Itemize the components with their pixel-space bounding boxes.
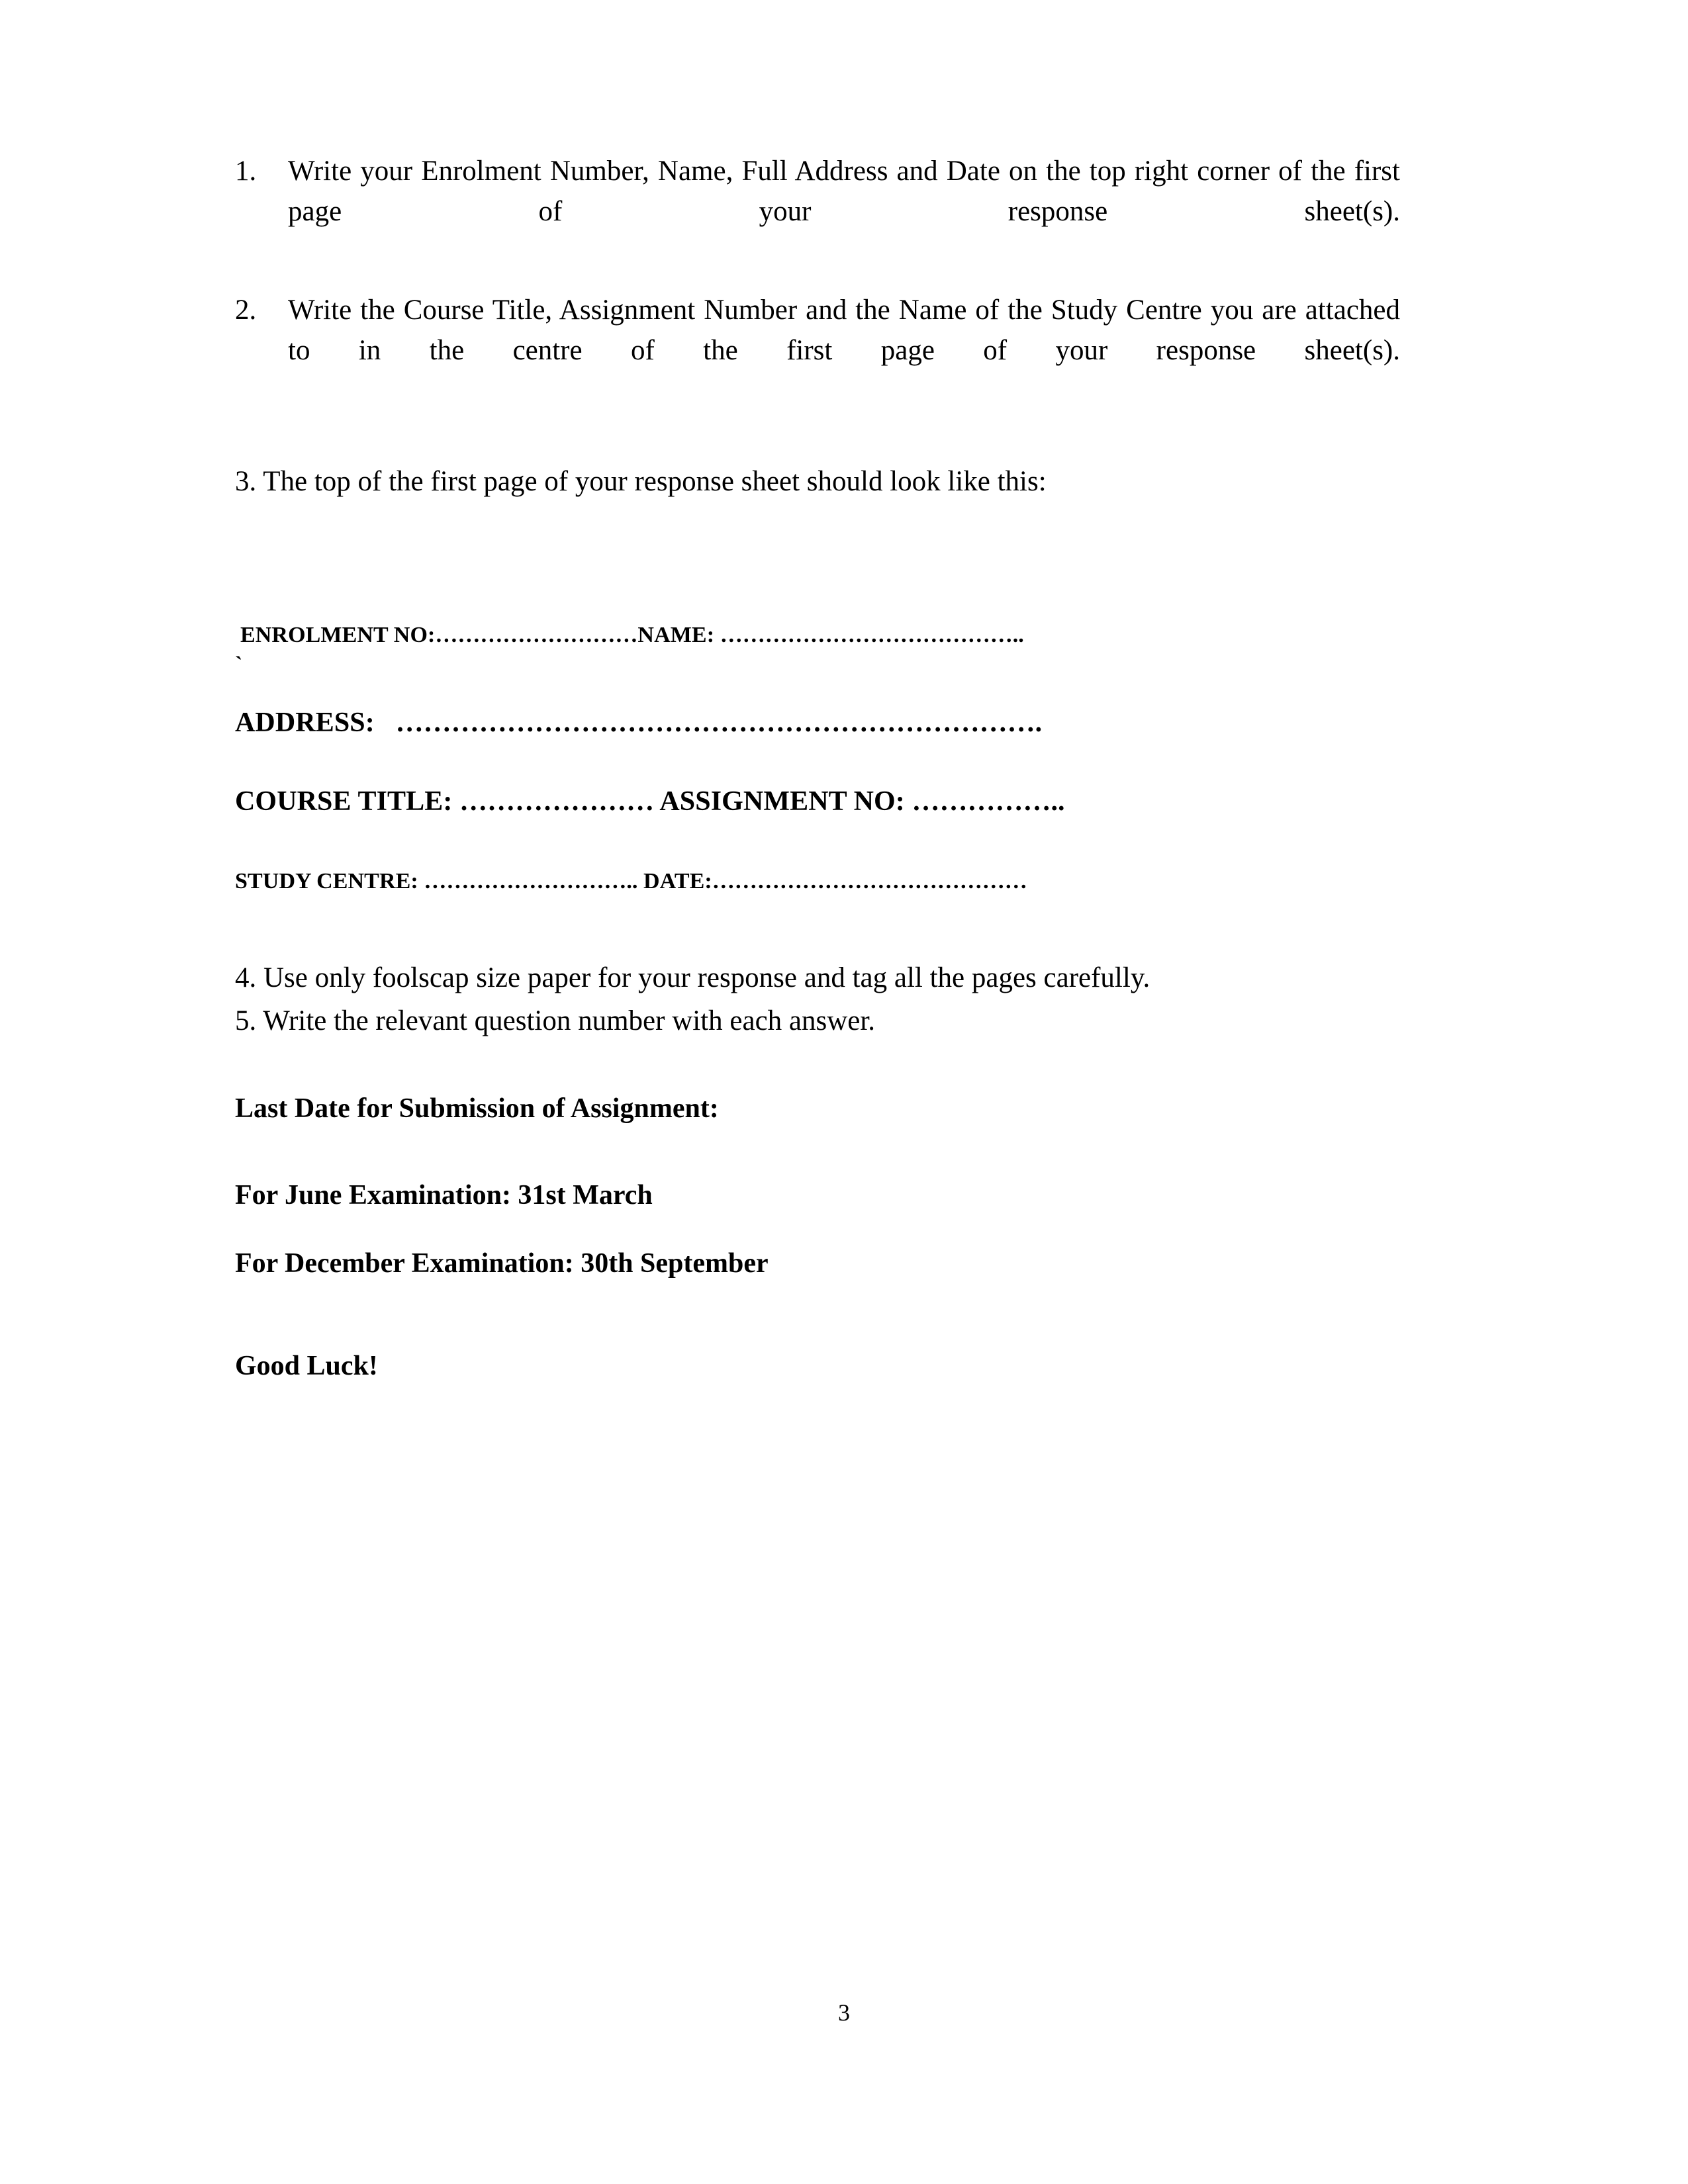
stray-backtick-character: ` xyxy=(235,653,243,677)
instruction-1-marker: 1. xyxy=(235,156,257,187)
enrolment-no-label: ENROLMENT NO: xyxy=(240,623,436,647)
study-centre-dots: ……………………….. xyxy=(424,869,638,893)
study-centre-label: STUDY CENTRE: xyxy=(235,869,418,893)
last-date-heading: Last Date for Submission of Assignment: xyxy=(235,1093,719,1124)
form-course-title-line xyxy=(235,786,1065,817)
instruction-item-1 xyxy=(235,151,1400,272)
page-number: 3 xyxy=(838,1999,850,2026)
date-dots: …………………………………… xyxy=(712,869,1027,893)
june-examination-date: For June Examination: 31st March xyxy=(235,1180,653,1210)
instruction-item-3: 3. The top of the first page of your response sheet should look like this: xyxy=(235,466,1047,497)
instruction-item-5: 5. Write the relevant question number with each answer. xyxy=(235,1005,876,1036)
name-dots: ………………………………….. xyxy=(720,623,1024,647)
form-study-centre-line xyxy=(235,869,1027,894)
name-label: NAME: xyxy=(637,623,715,647)
assignment-no-label: ASSIGNMENT NO: xyxy=(659,786,905,817)
assignment-no-dots: …………….. xyxy=(912,786,1065,817)
course-title-label: COURSE TITLE: xyxy=(235,786,453,817)
enrolment-no-dots: ……………………… xyxy=(435,623,638,647)
instruction-1-text: Write your Enrolment Number, Name, Full Address and Date on the top right corner of the first page of your response sheet(s). xyxy=(288,156,1400,228)
date-label: DATE: xyxy=(643,869,712,893)
instruction-item-4: 4. Use only foolscap size paper for your response and tag all the pages carefully. xyxy=(235,962,1150,993)
instruction-2-text: Write the Course Title, Assignment Number and the Name of the Study Centre you are attached to in the centre of the first page of your response sheet(s). xyxy=(288,295,1400,367)
form-address-line xyxy=(235,707,1042,739)
form-enrolment-line xyxy=(240,623,1024,648)
december-examination-date: For December Examination: 30th September xyxy=(235,1248,769,1279)
good-luck-message: Good Luck! xyxy=(235,1351,378,1381)
instruction-item-2 xyxy=(235,290,1400,411)
address-label: ADDRESS: xyxy=(235,707,375,738)
course-title-dots: ………………… xyxy=(459,786,655,817)
address-dots: ……………………………………………………………. xyxy=(395,707,1043,738)
instruction-2-marker: 2. xyxy=(235,295,257,326)
